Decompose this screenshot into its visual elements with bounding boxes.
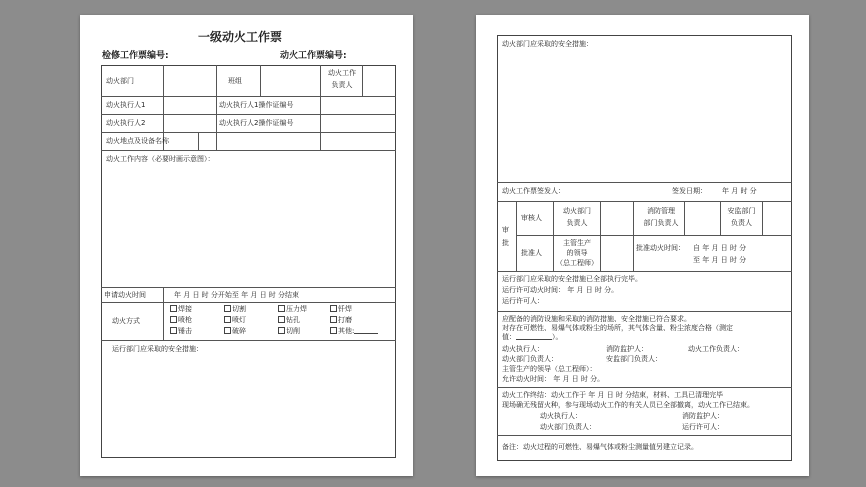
approve-time-label: 批准动火时间： xyxy=(636,244,685,252)
check-line-2: 对存在可燃性、易爆气体或粉尘的场所，其气体含量、粉尘浓度合格（测定 xyxy=(502,324,733,332)
executor1-label: 动火执行人1 xyxy=(106,101,146,109)
approve-time-from: 自 年 月 日 时 分 xyxy=(693,244,747,252)
check-allow-time: 允许动火时间： 年 月 日 时 分。 xyxy=(502,375,605,383)
executor1-cert-label: 动火执行人1操作证编号 xyxy=(219,101,294,109)
reviewer-label: 审核人 xyxy=(521,214,542,222)
check-executor: 动火执行人： xyxy=(502,345,544,353)
end-operator: 运行许可人： xyxy=(682,423,724,431)
fire-ticket-no-label: 动火工作票编号: xyxy=(280,51,347,61)
method-label: 动火方式 xyxy=(112,317,140,325)
work-content-label: 动火工作内容（必要时画示意图）： xyxy=(106,155,215,163)
exec-line-1: 运行部门应采取的安全措施已全部执行完毕。 xyxy=(502,275,642,283)
end-line-1: 动火工作终结：动火工作于 年 月 日 时 分结束，材料、工具已清理完毕 xyxy=(502,391,724,399)
dept-label: 动火部门 xyxy=(106,77,134,85)
apply-time-label: 申请动火时间 xyxy=(104,291,146,299)
check-line-3: 值： ）。 xyxy=(502,333,563,341)
team-label: 班组 xyxy=(228,77,242,85)
method-option[interactable]: 喷灯 xyxy=(224,316,246,325)
exec-line-3: 运行许可人： xyxy=(502,297,544,305)
executor2-label: 动火执行人2 xyxy=(106,119,146,127)
check-dept-head: 动火部门负责人： xyxy=(502,355,558,363)
page-title: 一级动火工作票 xyxy=(198,30,283,44)
end-executor: 动火执行人： xyxy=(540,412,582,420)
approval-side-2: 批 xyxy=(502,239,509,247)
safety-head-label: 安监部门 负责人 xyxy=(727,207,756,227)
end-fire-guard: 消防监护人： xyxy=(682,412,724,420)
method-option[interactable]: 打磨 xyxy=(330,316,352,325)
dept-measures-label: 动火部门应采取的安全措施： xyxy=(502,40,593,48)
fire-mgmt-head-label: 消防管理 部门负责人 xyxy=(643,207,679,227)
method-option[interactable]: 焊接 xyxy=(170,305,192,314)
method-option[interactable]: 切割 xyxy=(224,305,246,314)
method-option-other[interactable]: 其他: xyxy=(330,327,378,336)
check-safety-head: 安监部门负责人： xyxy=(606,355,662,363)
fire-dept-head-label: 动火部门 负责人 xyxy=(563,207,591,227)
end-dept-head: 动火部门负责人： xyxy=(540,423,596,431)
repair-ticket-no-label: 检修工作票编号: xyxy=(102,51,169,61)
method-option[interactable]: 钎焊 xyxy=(330,305,352,314)
leader-label: 动火工作 负责人 xyxy=(328,69,356,89)
method-option[interactable]: 切削 xyxy=(278,327,300,336)
location-label: 动火地点及设备名称 xyxy=(106,137,169,145)
method-option[interactable]: 锤击 xyxy=(170,327,192,336)
check-leader: 动火工作负责人： xyxy=(688,345,744,353)
end-line-2: 现场确无残留火种，参与现场动火工作的有关人员已全部撤离，动火工作已结束。 xyxy=(502,401,754,409)
approve-time-to: 至 年 月 日 时 分 xyxy=(693,256,747,264)
form-page-1 xyxy=(80,15,413,476)
operation-measures-label: 运行部门应采取的安全措施： xyxy=(112,345,203,353)
remark: 备注：动火过程的可燃性、易爆气体或粉尘测量值另建立记录。 xyxy=(502,443,698,451)
prod-leader-label: 主管生产 的领导 （总工程师） xyxy=(556,239,598,267)
check-prod-leader: 主管生产的领导（总工程师）： xyxy=(502,365,597,373)
approver-label: 批准人 xyxy=(521,249,542,257)
issue-date-value: 年 月 时 分 xyxy=(722,187,757,195)
exec-line-2: 运行许可动火时间： 年 月 日 时 分。 xyxy=(502,286,619,294)
form-page-2 xyxy=(476,15,809,476)
check-fire-guard: 消防监护人： xyxy=(606,345,648,353)
method-option[interactable]: 钻孔 xyxy=(278,316,300,325)
apply-time-value: 年 月 日 时 分开始至 年 月 日 时 分结束 xyxy=(174,291,300,299)
issuer-label: 动火工作票签发人： xyxy=(502,187,565,195)
issue-date-label: 签发日期： xyxy=(672,187,707,195)
check-line-1: 应配备的消防设施和采取的消防措施、安全措施已符合要求。 xyxy=(502,315,691,323)
method-option[interactable]: 破碎 xyxy=(224,327,246,336)
executor2-cert-label: 动火执行人2操作证编号 xyxy=(219,119,294,127)
method-option[interactable]: 压力焊 xyxy=(278,305,307,314)
method-option[interactable]: 喷枪 xyxy=(170,316,192,325)
approval-side-1: 审 xyxy=(502,226,509,234)
